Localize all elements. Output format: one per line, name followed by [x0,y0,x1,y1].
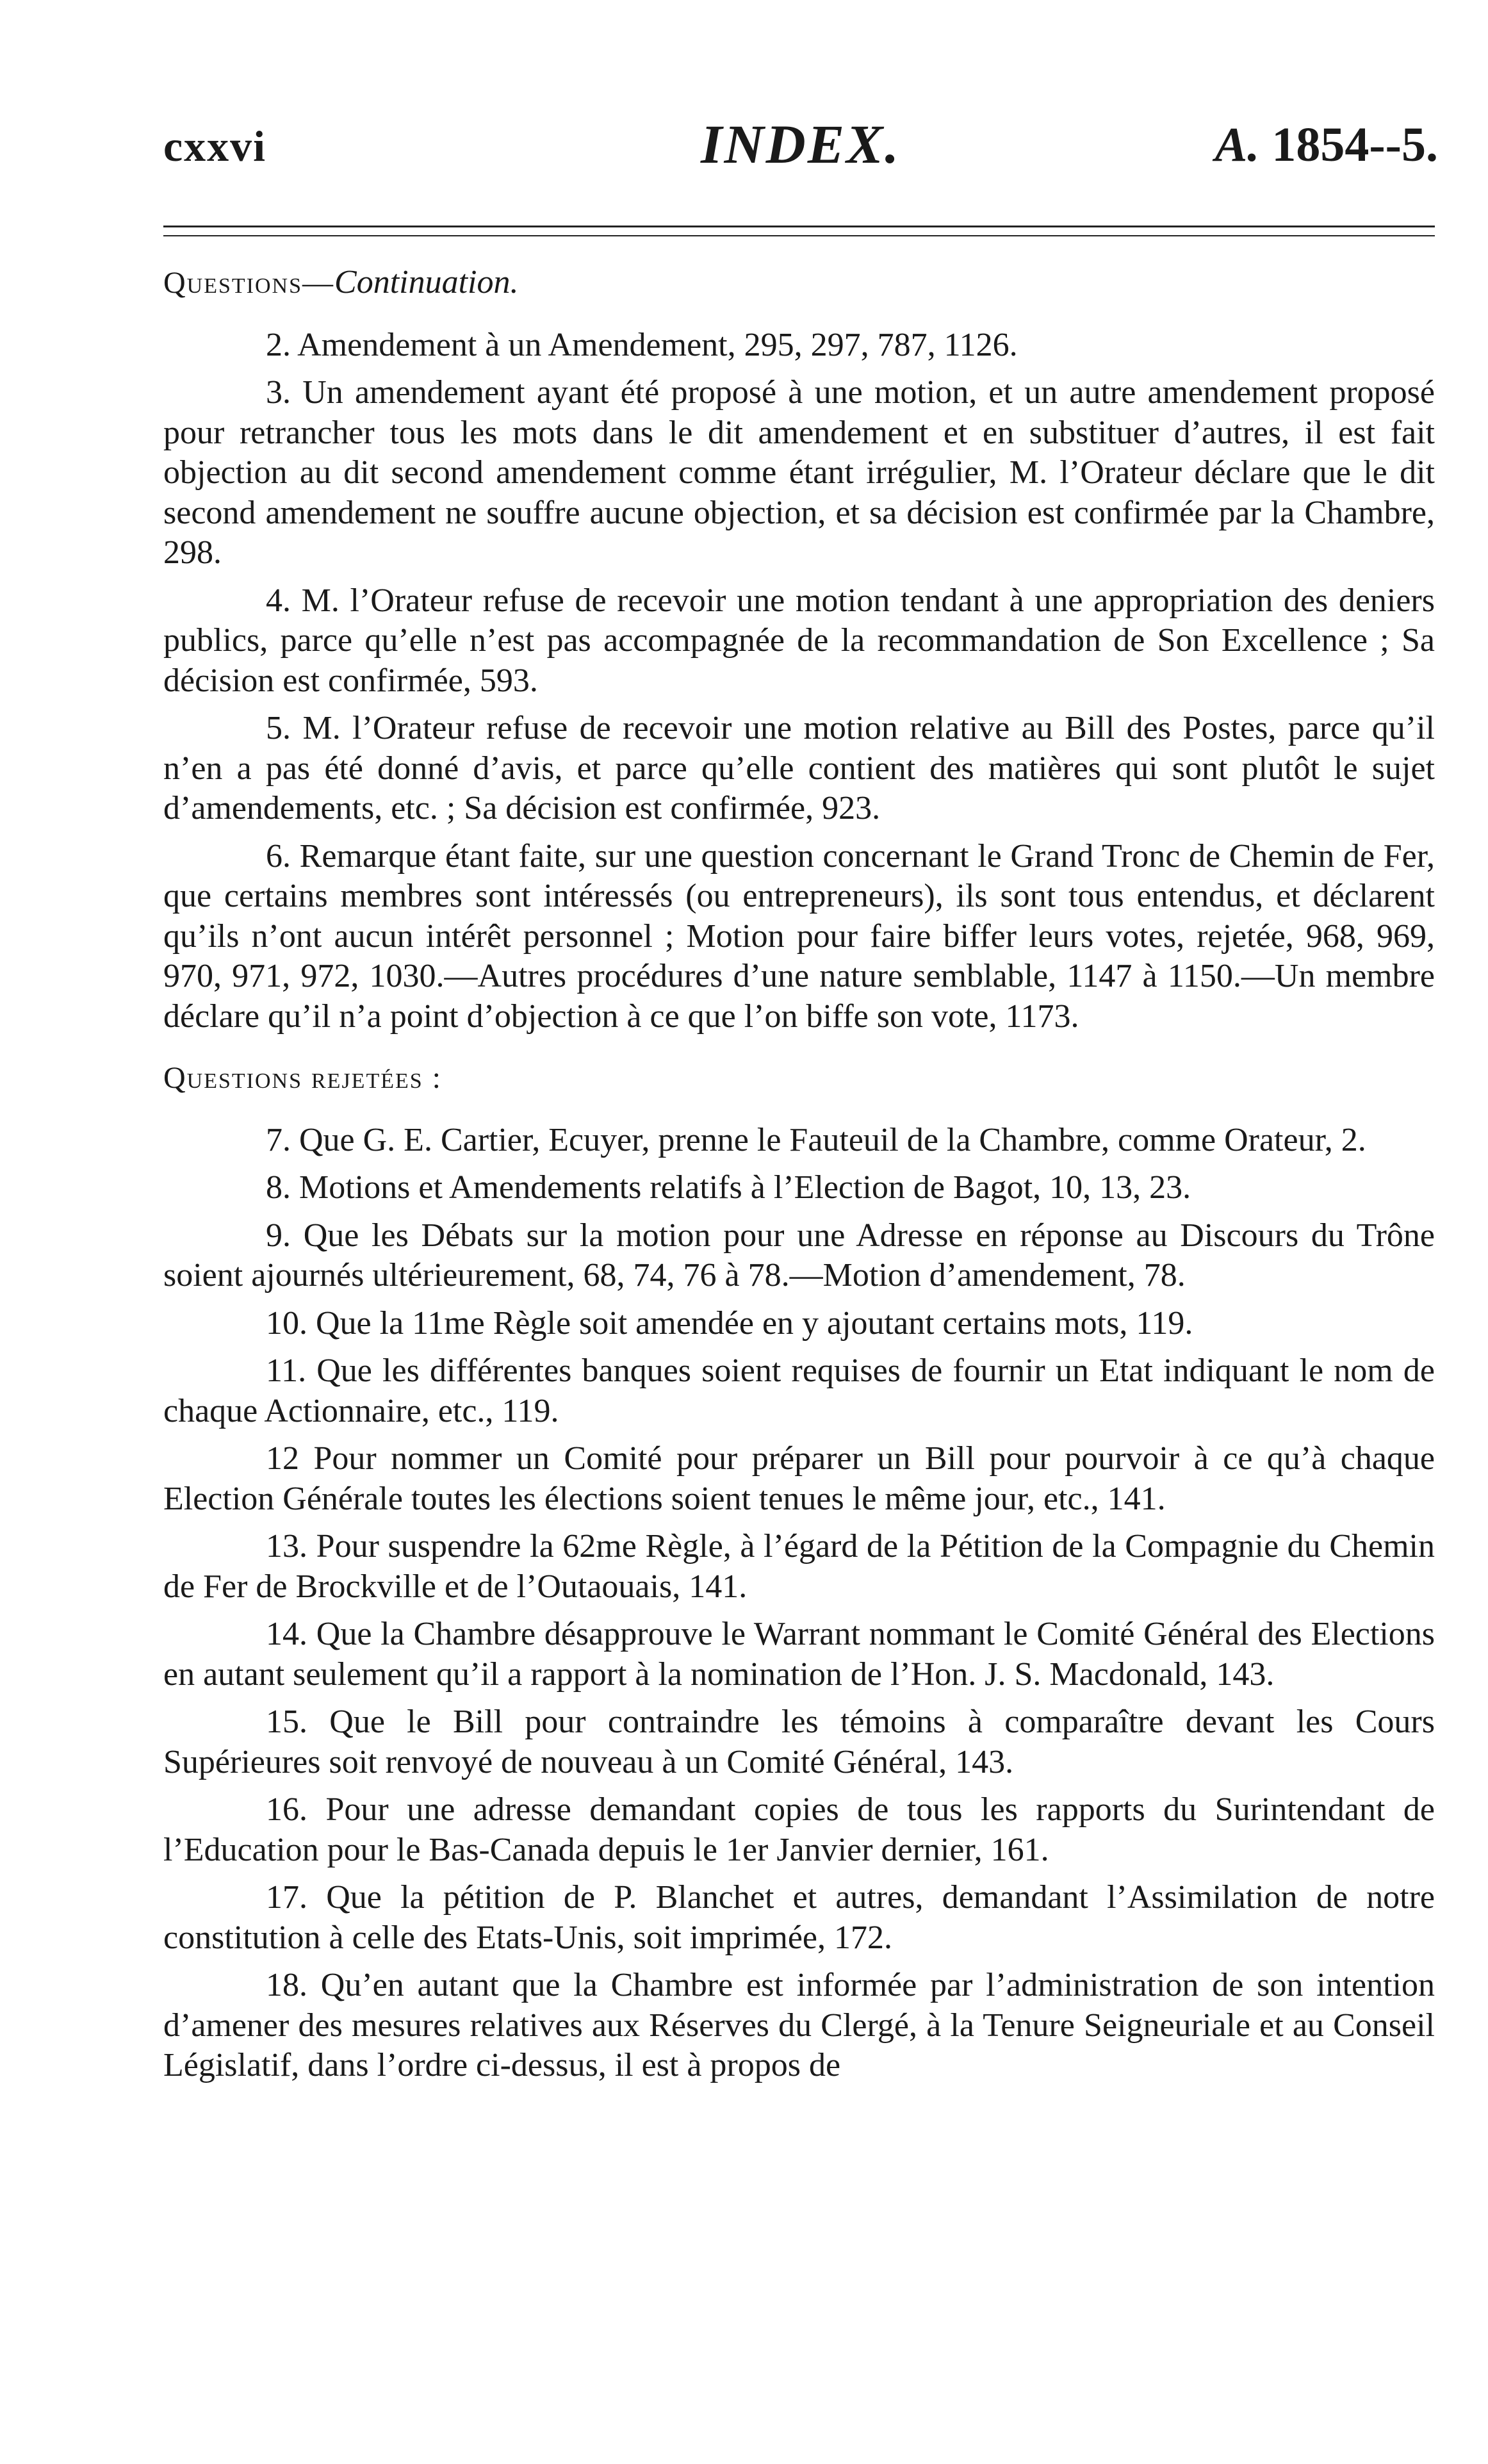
index-entry-7: 7. Que G. E. Cartier, Ecuyer, prenne le Fauteuil de la Chambre, comme Orateur, 2. [266,1121,1366,1158]
year-prefix: A. [1214,118,1260,172]
index-entry-16: 16. Pour une adresse demandant copies de tous les rapports du Surintendant de l’Education pour le Bas-Canada depuis le 1er Janvier dernier, 161. [163,1791,1435,1868]
index-entry-6: 6. Remarque étant faite, sur une question concernant le Grand Tronc de Chemin de Fer, que certains membres sont intéressés (ou entrepreneurs), ils sont tous entendus, et déclarent qu’ils n’ont aucun intérêt personnel ; Motion pour faire biffer leurs votes, rejetée, 968, 969, 970, 971, 972, 1030.—Autres procédures d’une nature semblable, 1147 à 1150.—Un membre déclare qu’il n’a point d’objection à ce que l’on biffe son vote, 1173. [163,837,1435,1035]
index-entry-14: 14. Que la Chambre désapprouve le Warrant nommant le Comité Général des Elections en autant seulement qu’il a rapport à la nomination de l’Hon. J. S. Macdonald, 143. [163,1616,1435,1693]
section-heading-questions-rejetees [163,1058,1435,1099]
index-entry-9: 9. Que les Débats sur la motion pour une Adresse en réponse au Discours du Trône soient ajournés ultérieurement, 68, 74, 76 à 78.—Motion d’amendement, 78. [163,1217,1435,1294]
year-label [1215,117,1438,173]
section-heading-label: Questions rejetées : [163,1061,442,1095]
index-content [163,263,1435,2094]
index-entry-2: 2. Amendement à un Amendement, 295, 297, 787, 1126. [266,326,1018,363]
header-double-rule [163,226,1435,236]
year-value: 1854--5. [1271,118,1438,172]
index-entry-4: 4. M. l’Orateur refuse de recevoir une motion tendant à une appropriation des deniers publics, parce qu’elle n’est pas accompagnée de la recommandation de Son Excellence ; Sa décision est confirmée, 593. [163,582,1435,699]
page-header [163,112,1438,189]
index-entry-8: 8. Motions et Amendements relatifs à l’Election de Bagot, 10, 13, 23. [266,1169,1191,1206]
index-entry-12: 12 Pour nommer un Comité pour préparer un Bill pour pourvoir à ce qu’à chaque Election Générale toutes les élections soient tenues le même jour, etc., 141. [163,1440,1435,1517]
page-title: INDEX. [701,113,901,175]
section-heading-label: Questions— [163,266,335,300]
index-entry-3: 3. Un amendement ayant été proposé à une motion, et un autre amendement proposé pour retrancher tous les mots dans le dit amendement et en substituer d’autres, il est fait objection au dit second amendement comme étant irrégulier, M. l’Orateur déclare que le dit second amendement ne souffre aucune objection, et sa décision est confirmée par la Chambre, 298. [163,374,1435,571]
index-entry-11: 11. Que les différentes banques soient requises de fournir un Etat indiquant le nom de chaque Actionnaire, etc., 119. [163,1352,1435,1429]
index-entry-17: 17. Que la pétition de P. Blanchet et autres, demandant l’Assimilation de notre constitution à celle des Etats-Unis, soit imprimée, 172. [163,1879,1435,1956]
index-entry-18: 18. Qu’en autant que la Chambre est informée par l’administration de son intention d’amener des mesures relatives aux Réserves du Clergé, à la Tenure Seigneuriale et au Conseil Législatif, dans l’ordre ci-dessus, il est à propos de [163,1967,1435,2083]
index-entry-13: 13. Pour suspendre la 62me Règle, à l’égard de la Pétition de la Compagnie du Chemin de Fer de Brockville et de l’Outaouais, 141. [163,1528,1435,1605]
index-entry-5: 5. M. l’Orateur refuse de recevoir une motion relative au Bill des Postes, parce qu’il n’en a pas été donné d’avis, et parce qu’elle contient des matières qui sont plutôt le sujet d’amendements, etc. ; Sa décision est confirmée, 923. [163,710,1435,826]
section-heading-questions-continuation [163,263,1435,304]
index-entry-10: 10. Que la 11me Règle soit amendée en y ajoutant certains mots, 119. [266,1304,1193,1342]
page-number: cxxvi [163,122,267,170]
section-heading-continuation: Continuation. [334,264,519,300]
index-entry-15: 15. Que le Bill pour contraindre les témoins à comparaître devant les Cours Supérieures soit renvoyé de nouveau à un Comité Général, 143. [163,1704,1435,1780]
